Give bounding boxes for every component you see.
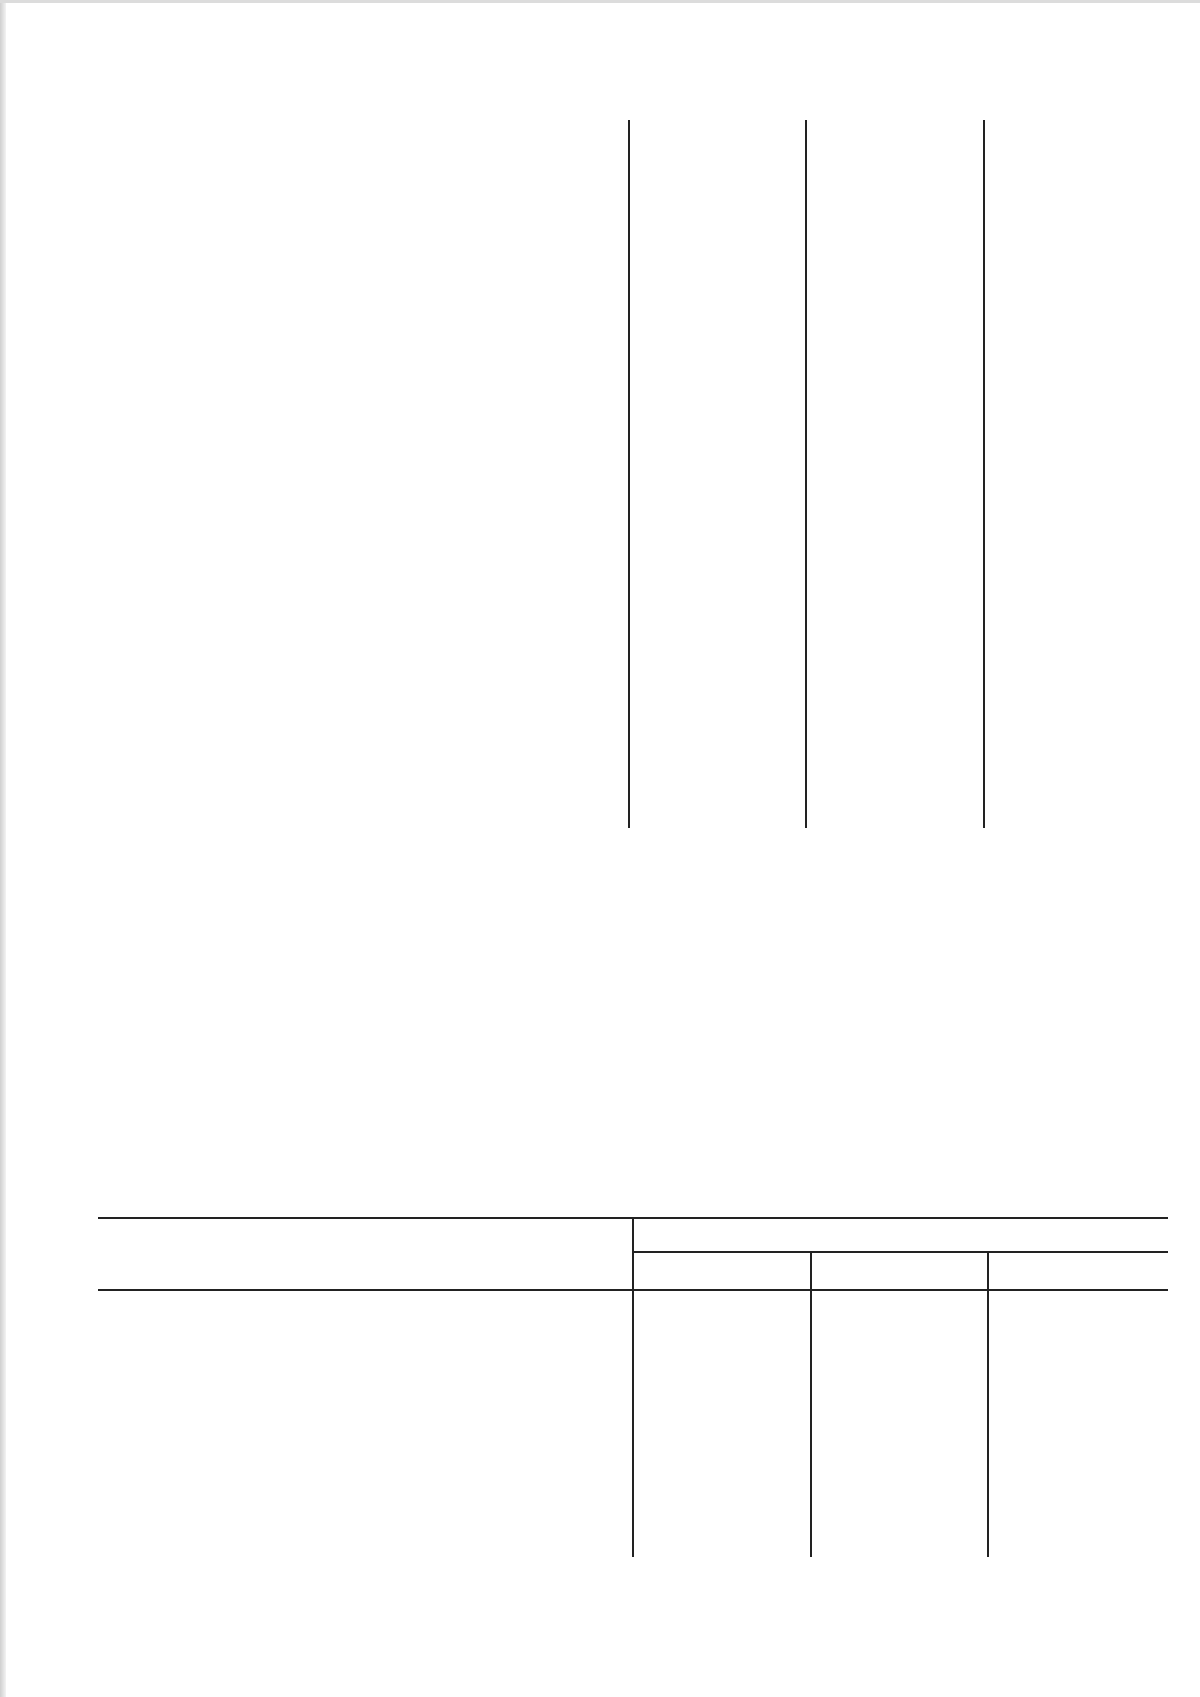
t16-column-divider-1 xyxy=(632,1217,634,1557)
t16-column-divider-3b xyxy=(987,1289,989,1557)
scan-edge xyxy=(0,0,6,1697)
header-mid-rule xyxy=(632,1251,1168,1253)
column-divider-3 xyxy=(983,120,985,828)
column-divider-2 xyxy=(805,120,807,828)
t16-column-divider-2 xyxy=(810,1251,812,1289)
scan-edge-top xyxy=(0,0,1200,3)
column-divider-1 xyxy=(628,120,630,828)
t16-column-divider-3 xyxy=(987,1251,989,1289)
t16-column-divider-2b xyxy=(810,1289,812,1557)
